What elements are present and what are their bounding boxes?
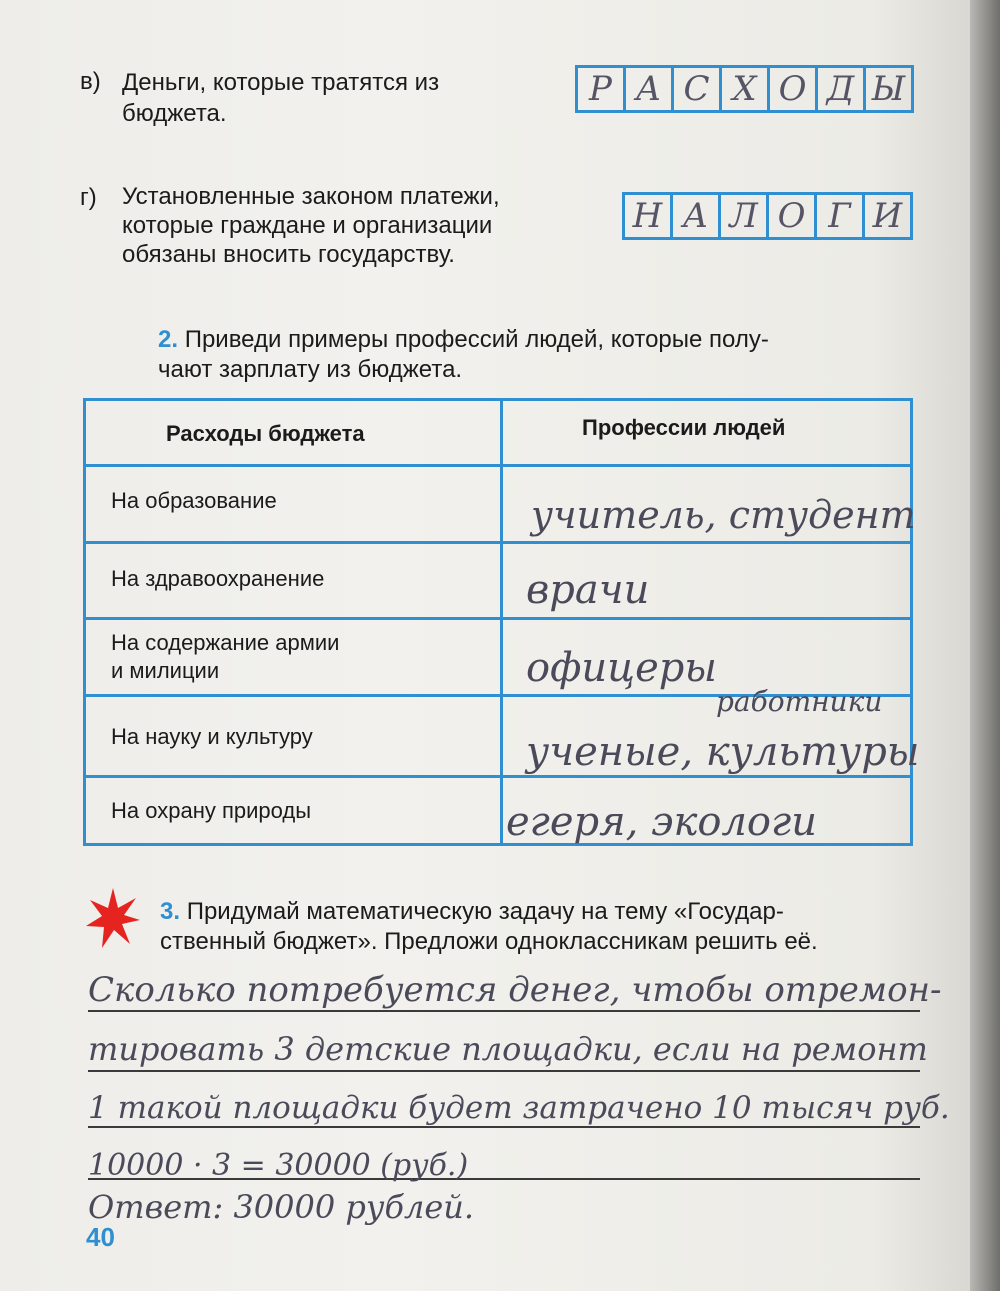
table-row-divider (86, 541, 910, 544)
book-spine (970, 0, 1000, 1291)
task3-answer-line[interactable]: Сколько потребуется денег, чтобы отремон- (88, 970, 942, 1010)
answer-box[interactable]: Р (578, 68, 626, 110)
task3-text: Придумай математическую задачу на тему «Государ- (186, 898, 784, 925)
page-number: 40 (86, 1222, 115, 1252)
answer-box[interactable]: Ы (871, 69, 906, 109)
item-g-text-line2: которые граждане и организации (122, 212, 493, 239)
ruled-line (88, 1070, 920, 1072)
ruled-line (88, 1010, 920, 1012)
table-cell-expense: На здравоохранение (111, 566, 325, 591)
table-row-divider (86, 775, 910, 778)
table-cell-expense: На образование (111, 488, 277, 513)
answer-box[interactable]: И (872, 196, 903, 236)
table-cell-expense-cont: и милиции (111, 658, 220, 683)
task2-line1 (158, 325, 769, 354)
task2-number: 2. (158, 326, 179, 353)
task3-number: 3. (160, 898, 181, 925)
answer-boxes-g (622, 192, 913, 240)
answer-box[interactable]: О (769, 195, 817, 237)
table-cell-answer[interactable]: ученые, культуры (526, 729, 920, 775)
table-row-divider (86, 464, 910, 467)
answer-box[interactable]: Н (625, 195, 673, 237)
table-header-expenses: Расходы бюджета (166, 421, 365, 446)
task3-line2: ственный бюджет». Предложи одноклассникам решить её. (160, 928, 818, 955)
item-v-label: в) (80, 68, 101, 95)
star-icon (86, 888, 140, 948)
answer-box[interactable]: О (770, 68, 818, 110)
task2-line2: чают зарплату из бюджета. (158, 356, 463, 383)
table-cell-answer[interactable]: врачи (526, 567, 650, 613)
budget-table (83, 398, 920, 846)
task3-answer-line[interactable]: 10000 · 3 = 30000 (руб.) (88, 1148, 469, 1183)
table-cell-answer-note[interactable]: работники (716, 685, 883, 718)
item-v-text-line2: бюджета. (122, 100, 227, 127)
answer-box[interactable]: Д (818, 68, 866, 110)
task3-answer-line[interactable]: Ответ: 30000 рублей. (88, 1188, 475, 1226)
item-g-label: г) (80, 184, 97, 211)
task3-answer-line[interactable]: 1 такой площадки будет затрачено 10 тысяч руб. (88, 1090, 950, 1126)
answer-box[interactable]: Г (817, 195, 865, 237)
table-cell-expense: На науку и культуру (111, 724, 313, 749)
table-cell-answer[interactable]: офицеры (526, 645, 717, 691)
item-v-text-line1: Деньги, которые тратятся из (122, 69, 440, 96)
table-cell-expense: На содержание армии (111, 630, 340, 655)
item-g-text-line3: обязаны вносить государству. (122, 241, 455, 268)
item-g-text-line1: Установленные законом платежи, (122, 183, 500, 210)
task2-text: Приведи примеры профессий людей, которые полу- (184, 326, 769, 353)
answer-boxes-v (575, 65, 914, 113)
table-cell-answer[interactable]: учитель, студент (531, 493, 916, 537)
answer-box[interactable]: А (626, 68, 674, 110)
answer-box[interactable]: Х (722, 68, 770, 110)
table-header-professions: Профессии людей (582, 415, 786, 440)
table-cell-answer[interactable]: егеря, экологи (506, 799, 817, 845)
task3-line1 (160, 897, 784, 926)
table-cell-expense: На охрану природы (111, 798, 312, 823)
answer-box[interactable]: С (674, 68, 722, 110)
task3-answer-line[interactable]: тировать 3 детские площадки, если на ремонт (88, 1030, 928, 1068)
answer-box[interactable]: Л (721, 195, 769, 237)
table-row-divider (86, 617, 910, 620)
ruled-line (88, 1126, 920, 1128)
answer-box[interactable]: А (673, 195, 721, 237)
